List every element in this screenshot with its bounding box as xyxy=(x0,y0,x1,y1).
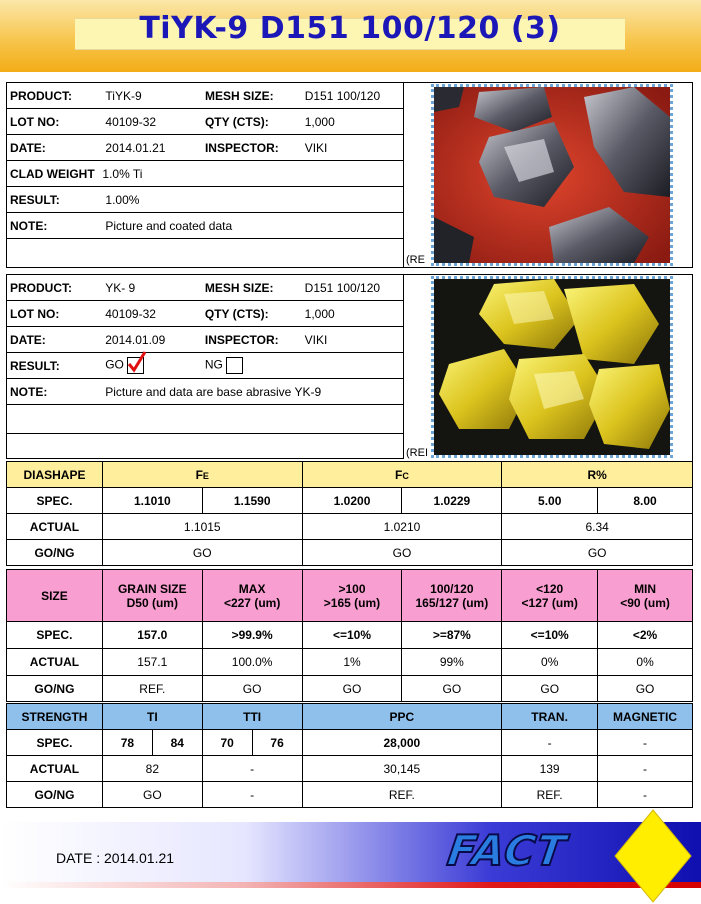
spec-label: SPEC. xyxy=(7,488,103,514)
coated-diamond-photo xyxy=(431,84,673,266)
mesh-label: MESH SIZE: xyxy=(202,275,302,301)
spec-cell: 5.00 xyxy=(502,488,598,514)
fe-header: FE xyxy=(102,462,302,488)
gong-cell: GO xyxy=(502,676,598,702)
gong-label: GO/NG xyxy=(7,676,103,702)
spec-cell: 1.1590 xyxy=(202,488,302,514)
date-label: DATE: xyxy=(7,327,103,353)
fact-logo: FACT xyxy=(444,826,570,875)
strength-table xyxy=(6,703,693,808)
actual-cell: 157.1 xyxy=(102,649,202,676)
coated-info-table xyxy=(6,82,404,268)
actual-cell: 1.0210 xyxy=(302,514,502,540)
base-diamond-photo xyxy=(431,276,673,458)
gong-cell: GO xyxy=(302,676,402,702)
coated-photo-caption: (RE xyxy=(406,254,425,266)
gong-cell: REF. xyxy=(102,676,202,702)
actual-label: ACTUAL xyxy=(7,649,103,676)
r-percent-header: R% xyxy=(502,462,693,488)
product-label: PRODUCT: xyxy=(7,275,103,301)
spec-cell: 84 xyxy=(152,730,202,756)
actual-cell: 1% xyxy=(302,649,402,676)
actual-cell: 6.34 xyxy=(502,514,693,540)
spec-cell: >=87% xyxy=(402,622,502,649)
lot-value: 40109-32 xyxy=(102,301,202,327)
under-120-header: <120 <127 (um) xyxy=(502,570,598,622)
tti-header: TTI xyxy=(202,704,302,730)
spec-cell: >99.9% xyxy=(202,622,302,649)
result-label: RESULT: xyxy=(7,353,103,379)
gong-cell: - xyxy=(202,782,302,808)
footer-date: DATE : 2014.01.21 xyxy=(56,850,175,866)
spec-cell: - xyxy=(502,730,598,756)
spec-cell: 157.0 xyxy=(102,622,202,649)
actual-label: ACTUAL xyxy=(7,514,103,540)
gong-cell: GO xyxy=(598,676,693,702)
result-ng xyxy=(202,353,404,379)
inspector-label: INSPECTOR: xyxy=(202,327,302,353)
gong-cell: GO xyxy=(102,540,302,566)
blank-row xyxy=(7,239,404,268)
qty-label: QTY (CTS): xyxy=(202,301,302,327)
gong-cell: GO xyxy=(302,540,502,566)
actual-cell: 99% xyxy=(402,649,502,676)
spec-cell: - xyxy=(598,730,693,756)
mesh-value: D151 100/120 xyxy=(302,83,404,109)
base-photo-caption: (REI xyxy=(406,447,428,459)
diashape-table xyxy=(6,461,693,566)
gong-cell: - xyxy=(598,782,693,808)
actual-cell: - xyxy=(202,756,302,782)
page-title: TiYK-9 D151 100/120 (3) xyxy=(139,11,561,46)
go-label: GO xyxy=(105,357,124,372)
max-header: MAX <227 (um) xyxy=(202,570,302,622)
spec-cell: 78 xyxy=(102,730,152,756)
qty-value: 1,000 xyxy=(302,301,404,327)
spec-cell: <=10% xyxy=(502,622,598,649)
qty-value: 1,000 xyxy=(302,109,404,135)
checkmark-icon xyxy=(127,351,147,373)
actual-cell: 100.0% xyxy=(202,649,302,676)
clad-value: 1.0% Ti xyxy=(102,161,403,187)
result-value: 1.00% xyxy=(102,187,403,213)
spec-cell: 1.0229 xyxy=(402,488,502,514)
gong-cell: REF. xyxy=(502,782,598,808)
gong-label: GO/NG xyxy=(7,782,103,808)
size-table xyxy=(6,569,693,702)
spec-cell: 1.0200 xyxy=(302,488,402,514)
date-value: 2014.01.21 xyxy=(102,135,202,161)
result-label: RESULT: xyxy=(7,187,103,213)
blank-row xyxy=(7,405,404,434)
inspector-label: INSPECTOR: xyxy=(202,135,302,161)
date-value: 2014.01.09 xyxy=(102,327,202,353)
actual-cell: 30,145 xyxy=(302,756,502,782)
spec-cell: 8.00 xyxy=(598,488,693,514)
actual-label: ACTUAL xyxy=(7,756,103,782)
diashape-header: DIASHAPE xyxy=(7,462,103,488)
lot-label: LOT NO: xyxy=(7,301,103,327)
spec-label: SPEC. xyxy=(7,622,103,649)
grain-size-header: GRAIN SIZE D50 (um) xyxy=(102,570,202,622)
clad-label: CLAD WEIGHT xyxy=(7,161,103,187)
ng-label: NG xyxy=(204,357,223,372)
100-120-header: 100/120 165/127 (um) xyxy=(402,570,502,622)
note-label: NOTE: xyxy=(7,213,103,239)
ppc-header: PPC xyxy=(302,704,502,730)
base-info-table xyxy=(6,274,404,459)
actual-cell: 82 xyxy=(102,756,202,782)
size-header: SIZE xyxy=(7,570,103,622)
product-label: PRODUCT: xyxy=(7,83,103,109)
gong-label: GO/NG xyxy=(7,540,103,566)
min-header: MIN <90 (um) xyxy=(598,570,693,622)
lot-value: 40109-32 xyxy=(102,109,202,135)
spec-cell: 1.1010 xyxy=(102,488,202,514)
actual-cell: 0% xyxy=(502,649,598,676)
strength-header: STRENGTH xyxy=(7,704,103,730)
spec-cell: 76 xyxy=(252,730,302,756)
note-label: NOTE: xyxy=(7,379,103,405)
inspector-value: VIKI xyxy=(302,327,404,353)
spec-cell: 70 xyxy=(202,730,252,756)
lot-label: LOT NO: xyxy=(7,109,103,135)
note-value: Picture and coated data xyxy=(102,213,403,239)
actual-cell: 139 xyxy=(502,756,598,782)
gong-cell: REF. xyxy=(302,782,502,808)
product-value: TiYK-9 xyxy=(102,83,202,109)
spec-cell: <2% xyxy=(598,622,693,649)
note-value: Picture and data are base abrasive YK-9 xyxy=(102,379,403,405)
inspector-value: VIKI xyxy=(302,135,404,161)
gong-cell: GO xyxy=(502,540,693,566)
actual-cell: - xyxy=(598,756,693,782)
gong-cell: GO xyxy=(402,676,502,702)
footer-red-stripe xyxy=(0,882,701,888)
spec-label: SPEC. xyxy=(7,730,103,756)
magnetic-header: MAGNETIC xyxy=(598,704,693,730)
over-100-header: >100 >165 (um) xyxy=(302,570,402,622)
gong-cell: GO xyxy=(102,782,202,808)
qty-label: QTY (CTS): xyxy=(202,109,302,135)
mesh-label: MESH SIZE: xyxy=(202,83,302,109)
gong-cell: GO xyxy=(202,676,302,702)
mesh-value: D151 100/120 xyxy=(302,275,404,301)
tran-header: TRAN. xyxy=(502,704,598,730)
diamond-logo-icon xyxy=(613,808,693,904)
spec-cell: <=10% xyxy=(302,622,402,649)
spec-cell: 28,000 xyxy=(302,730,502,756)
fc-header: FC xyxy=(302,462,502,488)
date-label: DATE: xyxy=(7,135,103,161)
ti-header: TI xyxy=(102,704,202,730)
result-go xyxy=(102,353,202,379)
actual-cell: 1.1015 xyxy=(102,514,302,540)
go-checkbox-checked xyxy=(127,357,144,374)
ng-checkbox xyxy=(226,357,243,374)
actual-cell: 0% xyxy=(598,649,693,676)
product-value: YK- 9 xyxy=(102,275,202,301)
blank-row xyxy=(7,434,404,459)
